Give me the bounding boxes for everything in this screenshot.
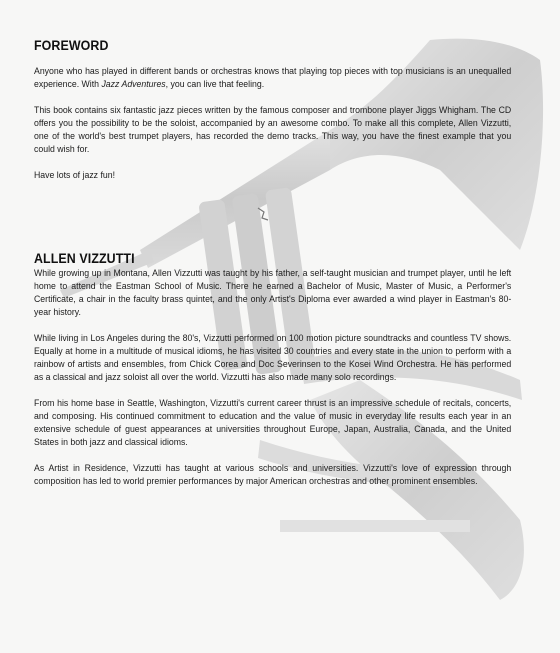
bio-paragraph-1: While growing up in Montana, Allen Vizzutti was taught by his father, a self-taught musician and trumpet player, until he left home to attend the Eastman School of Music. There he earned a Bachelor of Music, Master of Music, a Performer's Certificate, a chair in the faculty brass quintet, and the only Artist's Diploma ever awarded a wind player in Eastman's 80-year history. [34,268,512,317]
foreword-p1-text-b: , you can live that feeling. [165,79,265,89]
bio-paragraph-4: As Artist in Residence, Vizzutti has taught at various schools and universities. Vizzutti's love of expression through composition has led to world premier performances by major American orchestras and other prominent ensembles. [34,463,512,486]
foreword-paragraph-3: Have lots of jazz fun! [34,170,116,180]
foreword-heading: FOREWORD [34,38,109,53]
bio-heading: ALLEN VIZZUTTI [34,251,135,266]
foreword-paragraph-2: This book contains six fantastic jazz pieces written by the famous composer and trombone player Jiggs Whigham. The CD offers you the possibility to be the soloist, accompanied by an awesome combo. To make all this complete, Allen Vizzutti, one of the world's best trumpet players, has recorded the demo tracks. This way, you have the finest example that you could wish for. [34,105,512,154]
foreword-paragraph-1 [34,65,511,91]
bio-paragraph-3: From his home base in Seattle, Washington, Vizzutti's current career thrust is an impressive schedule of recitals, concerts, and composing. His continued commitment to education and the value of music in everyday life results each year in an extensive schedule of guest appearances at universities throughout Europe, Japan, Australia, Canada, and the United States in both jazz and classical idioms. [34,398,512,447]
book-title: Jazz Adventures [101,79,166,89]
foreword-p1-text-a: Anyone who has played in different bands or orchestras knows that playing top pieces with top musicians is an unequalled experience. With [34,66,512,89]
main-content [34,38,526,488]
bio-paragraph-2: While living in Los Angeles during the 80's, Vizzutti performed on 100 motion picture soundtracks and countless TV shows. Equally at home in a multitude of musical idioms, he has visited 30 countries and every state in the union to perform with a rainbow of artists and ensembles, from Chick Corea and Doc Severinsen to the Kosei Wind Orchestra. He has performed as a classical and jazz soloist all over the world. Vizzutti has also made many solo recordings. [34,333,512,382]
